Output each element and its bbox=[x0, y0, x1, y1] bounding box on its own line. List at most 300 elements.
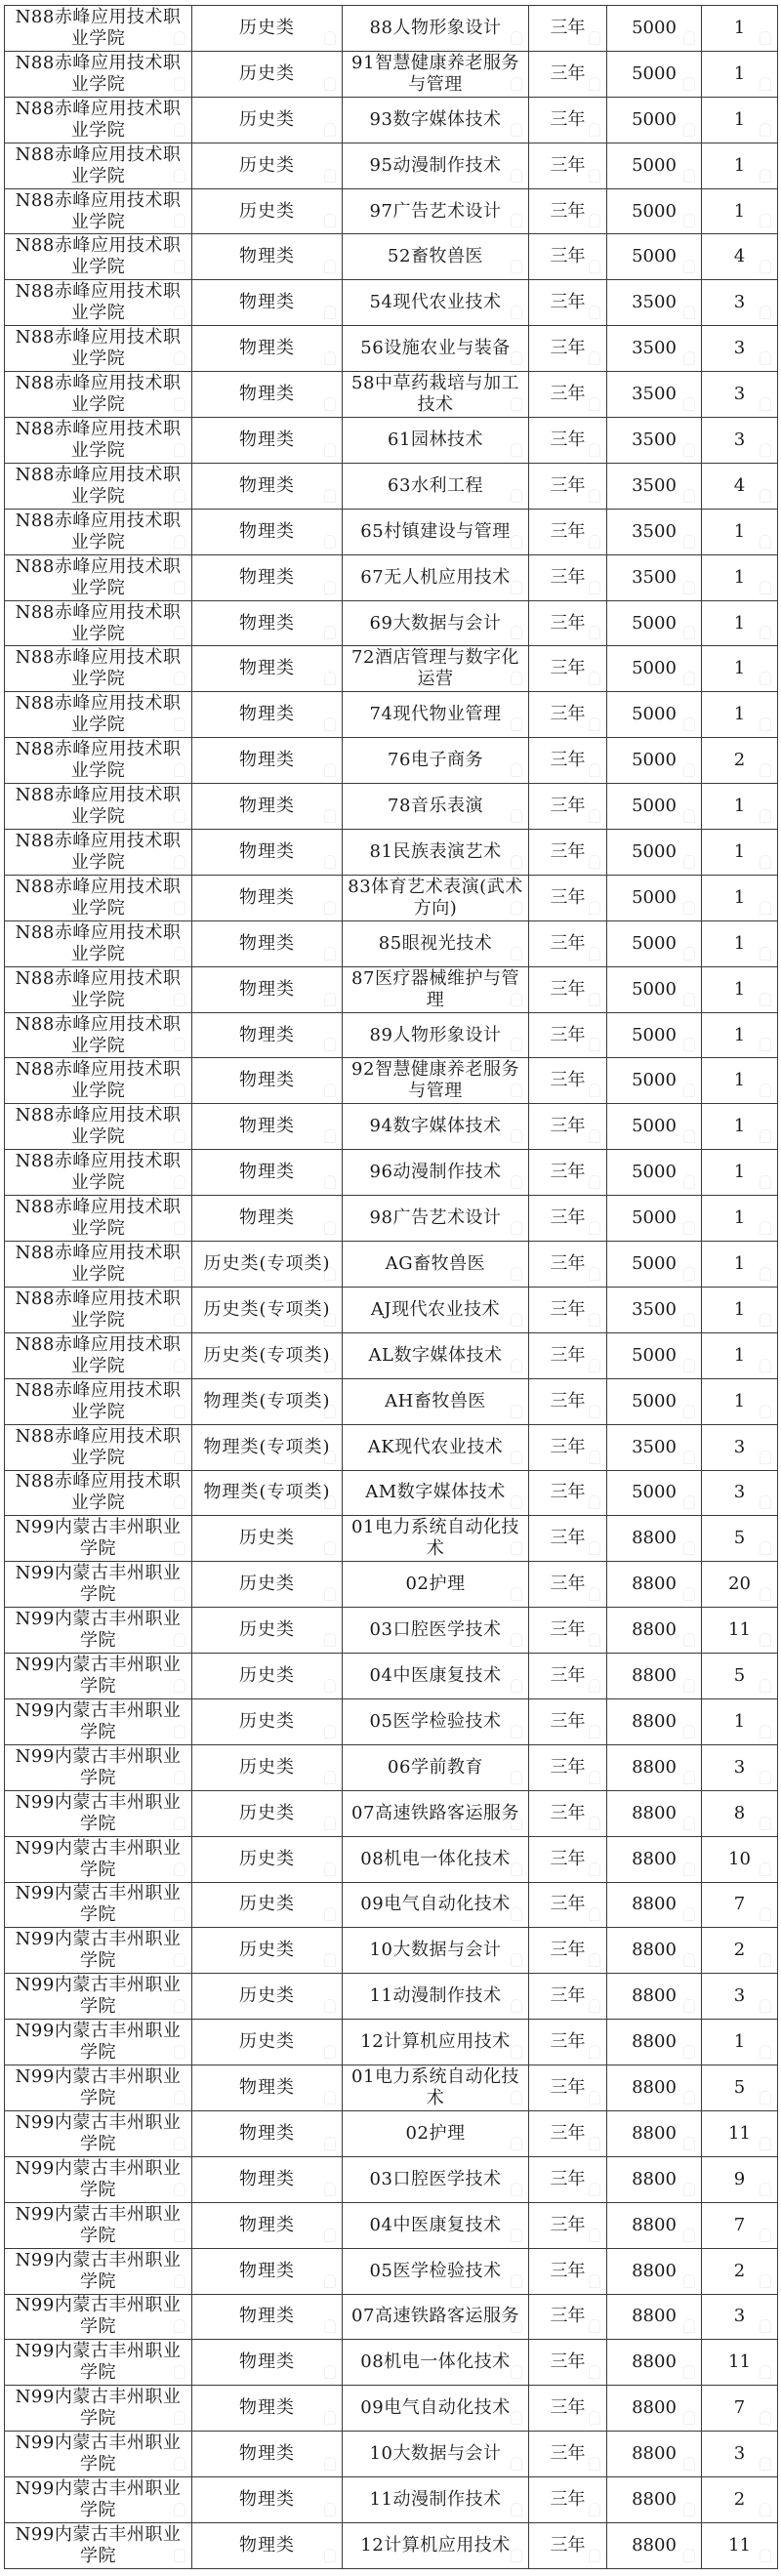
tuition-cell: 5000 bbox=[607, 784, 702, 830]
duration-cell: 三年 bbox=[529, 2386, 607, 2432]
major-cell: 88人物形象设计 bbox=[343, 6, 529, 52]
plan-count-cell: 2 bbox=[702, 2248, 778, 2294]
school-cell: N99内蒙古丰州职业学院 bbox=[5, 2110, 192, 2156]
plan-count-cell: 3 bbox=[702, 1424, 778, 1470]
plan-count-cell: 3 bbox=[702, 2432, 778, 2477]
subject-category-cell: 历史类 bbox=[192, 1790, 343, 1836]
subject-category-cell: 物理类 bbox=[192, 463, 343, 509]
major-cell: 08机电一体化技术 bbox=[343, 1836, 529, 1882]
school-cell: N88赤峰应用技术职业学院 bbox=[5, 1242, 192, 1288]
subject-category-cell: 物理类 bbox=[192, 1196, 343, 1242]
subject-category-cell: 物理类 bbox=[192, 554, 343, 600]
major-cell: 91智慧健康养老服务与管理 bbox=[343, 51, 529, 97]
tuition-cell: 5000 bbox=[607, 738, 702, 784]
school-cell: N88赤峰应用技术职业学院 bbox=[5, 326, 192, 372]
table-row bbox=[5, 1104, 778, 1150]
subject-category-cell: 历史类 bbox=[192, 1516, 343, 1562]
duration-cell: 三年 bbox=[529, 372, 607, 418]
table-row bbox=[5, 1424, 778, 1470]
table-row bbox=[5, 1150, 778, 1196]
plan-count-cell: 8 bbox=[702, 1790, 778, 1836]
subject-category-cell: 物理类 bbox=[192, 2156, 343, 2202]
subject-category-cell: 历史类 bbox=[192, 1974, 343, 2020]
school-cell: N88赤峰应用技术职业学院 bbox=[5, 738, 192, 784]
table-row bbox=[5, 1470, 778, 1516]
subject-category-cell: 物理类(专项类) bbox=[192, 1470, 343, 1516]
plan-count-cell: 4 bbox=[702, 234, 778, 280]
tuition-cell: 8800 bbox=[607, 2294, 702, 2340]
tuition-cell: 5000 bbox=[607, 234, 702, 280]
duration-cell: 三年 bbox=[529, 875, 607, 920]
duration-cell: 三年 bbox=[529, 600, 607, 646]
table-row bbox=[5, 2020, 778, 2065]
plan-count-cell: 1 bbox=[702, 509, 778, 554]
duration-cell: 三年 bbox=[529, 1378, 607, 1424]
table-row bbox=[5, 1836, 778, 1882]
major-cell: AK现代农业技术 bbox=[343, 1424, 529, 1470]
duration-cell: 三年 bbox=[529, 1150, 607, 1196]
major-cell: AH畜牧兽医 bbox=[343, 1378, 529, 1424]
major-cell: 93数字媒体技术 bbox=[343, 97, 529, 143]
major-cell: 65村镇建设与管理 bbox=[343, 509, 529, 554]
tuition-cell: 8800 bbox=[607, 2020, 702, 2065]
major-cell: 02护理 bbox=[343, 2110, 529, 2156]
tuition-cell: 5000 bbox=[607, 966, 702, 1012]
tuition-cell: 3500 bbox=[607, 372, 702, 418]
plan-count-cell: 1 bbox=[702, 2020, 778, 2065]
subject-category-cell: 物理类 bbox=[192, 646, 343, 692]
major-cell: 05医学检验技术 bbox=[343, 2248, 529, 2294]
plan-count-cell: 1 bbox=[702, 6, 778, 52]
table-row bbox=[5, 1012, 778, 1058]
subject-category-cell: 物理类 bbox=[192, 509, 343, 554]
table-row bbox=[5, 1608, 778, 1654]
school-cell: N88赤峰应用技术职业学院 bbox=[5, 966, 192, 1012]
school-cell: N88赤峰应用技术职业学院 bbox=[5, 143, 192, 188]
table-row bbox=[5, 1974, 778, 2020]
subject-category-cell: 物理类 bbox=[192, 1150, 343, 1196]
plan-count-cell: 1 bbox=[702, 188, 778, 234]
plan-count-cell: 7 bbox=[702, 2202, 778, 2248]
plan-count-cell: 2 bbox=[702, 2477, 778, 2523]
major-cell: 72酒店管理与数字化运营 bbox=[343, 646, 529, 692]
duration-cell: 三年 bbox=[529, 1516, 607, 1562]
plan-count-cell: 11 bbox=[702, 2110, 778, 2156]
subject-category-cell: 物理类(专项类) bbox=[192, 1378, 343, 1424]
subject-category-cell: 物理类 bbox=[192, 234, 343, 280]
subject-category-cell: 物理类(专项类) bbox=[192, 1424, 343, 1470]
tuition-cell: 8800 bbox=[607, 1516, 702, 1562]
duration-cell: 三年 bbox=[529, 830, 607, 876]
tuition-cell: 5000 bbox=[607, 6, 702, 52]
subject-category-cell: 历史类(专项类) bbox=[192, 1332, 343, 1378]
tuition-cell: 8800 bbox=[607, 1882, 702, 1928]
table-row bbox=[5, 1242, 778, 1288]
school-cell: N88赤峰应用技术职业学院 bbox=[5, 280, 192, 326]
table-row bbox=[5, 2202, 778, 2248]
tuition-cell: 3500 bbox=[607, 326, 702, 372]
table-row bbox=[5, 692, 778, 738]
subject-category-cell: 历史类(专项类) bbox=[192, 1242, 343, 1288]
duration-cell: 三年 bbox=[529, 1058, 607, 1104]
table-row bbox=[5, 1516, 778, 1562]
duration-cell: 三年 bbox=[529, 1104, 607, 1150]
plan-count-cell: 20 bbox=[702, 1562, 778, 1608]
tuition-cell: 8800 bbox=[607, 2386, 702, 2432]
tuition-cell: 5000 bbox=[607, 1332, 702, 1378]
table-row bbox=[5, 6, 778, 52]
major-cell: 12计算机应用技术 bbox=[343, 2020, 529, 2065]
duration-cell: 三年 bbox=[529, 920, 607, 966]
table-row bbox=[5, 2386, 778, 2432]
major-cell: 98广告艺术设计 bbox=[343, 1196, 529, 1242]
major-cell: 96动漫制作技术 bbox=[343, 1150, 529, 1196]
school-cell: N88赤峰应用技术职业学院 bbox=[5, 784, 192, 830]
duration-cell: 三年 bbox=[529, 2248, 607, 2294]
duration-cell: 三年 bbox=[529, 1562, 607, 1608]
subject-category-cell: 物理类 bbox=[192, 738, 343, 784]
duration-cell: 三年 bbox=[529, 1196, 607, 1242]
tuition-cell: 5000 bbox=[607, 1012, 702, 1058]
tuition-cell: 5000 bbox=[607, 875, 702, 920]
duration-cell: 三年 bbox=[529, 1744, 607, 1790]
plan-count-cell: 1 bbox=[702, 600, 778, 646]
table-row bbox=[5, 1332, 778, 1378]
subject-category-cell: 物理类 bbox=[192, 600, 343, 646]
subject-category-cell: 物理类 bbox=[192, 1058, 343, 1104]
subject-category-cell: 物理类 bbox=[192, 875, 343, 920]
tuition-cell: 5000 bbox=[607, 1470, 702, 1516]
school-cell: N99内蒙古丰州职业学院 bbox=[5, 2156, 192, 2202]
duration-cell: 三年 bbox=[529, 280, 607, 326]
subject-category-cell: 历史类 bbox=[192, 1562, 343, 1608]
table-row bbox=[5, 2156, 778, 2202]
subject-category-cell: 历史类 bbox=[192, 1698, 343, 1744]
tuition-cell: 8800 bbox=[607, 2340, 702, 2386]
plan-count-cell: 2 bbox=[702, 1928, 778, 1974]
school-cell: N88赤峰应用技术职业学院 bbox=[5, 600, 192, 646]
subject-category-cell: 物理类 bbox=[192, 372, 343, 418]
table-row bbox=[5, 1196, 778, 1242]
subject-category-cell: 历史类 bbox=[192, 6, 343, 52]
plan-count-cell: 1 bbox=[702, 875, 778, 920]
table-row bbox=[5, 830, 778, 876]
duration-cell: 三年 bbox=[529, 6, 607, 52]
plan-count-cell: 7 bbox=[702, 2386, 778, 2432]
tuition-cell: 8800 bbox=[607, 1836, 702, 1882]
plan-count-cell: 1 bbox=[702, 784, 778, 830]
subject-category-cell: 物理类 bbox=[192, 280, 343, 326]
plan-count-cell: 9 bbox=[702, 2156, 778, 2202]
duration-cell: 三年 bbox=[529, 1654, 607, 1699]
tuition-cell: 8800 bbox=[607, 2522, 702, 2568]
subject-category-cell: 物理类 bbox=[192, 784, 343, 830]
tuition-cell: 8800 bbox=[607, 2065, 702, 2111]
tuition-cell: 5000 bbox=[607, 1058, 702, 1104]
school-cell: N88赤峰应用技术职业学院 bbox=[5, 830, 192, 876]
major-cell: 54现代农业技术 bbox=[343, 280, 529, 326]
school-cell: N99内蒙古丰州职业学院 bbox=[5, 1836, 192, 1882]
school-cell: N99内蒙古丰州职业学院 bbox=[5, 1654, 192, 1699]
tuition-cell: 3500 bbox=[607, 463, 702, 509]
school-cell: N88赤峰应用技术职业学院 bbox=[5, 97, 192, 143]
subject-category-cell: 历史类 bbox=[192, 2020, 343, 2065]
subject-category-cell: 物理类 bbox=[192, 418, 343, 464]
major-cell: 11动漫制作技术 bbox=[343, 1974, 529, 2020]
duration-cell: 三年 bbox=[529, 1424, 607, 1470]
plan-count-cell: 3 bbox=[702, 1974, 778, 2020]
tuition-cell: 5000 bbox=[607, 692, 702, 738]
table-row bbox=[5, 2065, 778, 2111]
duration-cell: 三年 bbox=[529, 692, 607, 738]
major-cell: AL数字媒体技术 bbox=[343, 1332, 529, 1378]
major-cell: 56设施农业与装备 bbox=[343, 326, 529, 372]
tuition-cell: 3500 bbox=[607, 554, 702, 600]
duration-cell: 三年 bbox=[529, 326, 607, 372]
table-row bbox=[5, 51, 778, 97]
table-body bbox=[5, 6, 778, 2569]
plan-count-cell: 1 bbox=[702, 1378, 778, 1424]
table-row bbox=[5, 2294, 778, 2340]
plan-count-cell: 1 bbox=[702, 143, 778, 188]
major-cell: 11动漫制作技术 bbox=[343, 2477, 529, 2523]
duration-cell: 三年 bbox=[529, 738, 607, 784]
school-cell: N88赤峰应用技术职业学院 bbox=[5, 1058, 192, 1104]
subject-category-cell: 物理类 bbox=[192, 920, 343, 966]
major-cell: 12计算机应用技术 bbox=[343, 2522, 529, 2568]
major-cell: 03口腔医学技术 bbox=[343, 1608, 529, 1654]
tuition-cell: 5000 bbox=[607, 1196, 702, 1242]
school-cell: N88赤峰应用技术职业学院 bbox=[5, 1332, 192, 1378]
plan-count-cell: 11 bbox=[702, 1608, 778, 1654]
duration-cell: 三年 bbox=[529, 1928, 607, 1974]
enrollment-plan-table-container bbox=[4, 5, 777, 2569]
table-row bbox=[5, 1744, 778, 1790]
table-row bbox=[5, 97, 778, 143]
school-cell: N88赤峰应用技术职业学院 bbox=[5, 463, 192, 509]
school-cell: N99内蒙古丰州职业学院 bbox=[5, 1882, 192, 1928]
school-cell: N99内蒙古丰州职业学院 bbox=[5, 2522, 192, 2568]
school-cell: N99内蒙古丰州职业学院 bbox=[5, 2248, 192, 2294]
plan-count-cell: 3 bbox=[702, 326, 778, 372]
duration-cell: 三年 bbox=[529, 2294, 607, 2340]
table-row bbox=[5, 2522, 778, 2568]
tuition-cell: 5000 bbox=[607, 1150, 702, 1196]
tuition-cell: 3500 bbox=[607, 418, 702, 464]
school-cell: N88赤峰应用技术职业学院 bbox=[5, 1287, 192, 1332]
table-row bbox=[5, 2110, 778, 2156]
plan-count-cell: 3 bbox=[702, 1470, 778, 1516]
tuition-cell: 8800 bbox=[607, 2477, 702, 2523]
table-row bbox=[5, 2248, 778, 2294]
duration-cell: 三年 bbox=[529, 2340, 607, 2386]
school-cell: N99内蒙古丰州职业学院 bbox=[5, 2432, 192, 2477]
duration-cell: 三年 bbox=[529, 1332, 607, 1378]
school-cell: N88赤峰应用技术职业学院 bbox=[5, 554, 192, 600]
school-cell: N99内蒙古丰州职业学院 bbox=[5, 2202, 192, 2248]
school-cell: N99内蒙古丰州职业学院 bbox=[5, 1790, 192, 1836]
school-cell: N88赤峰应用技术职业学院 bbox=[5, 646, 192, 692]
tuition-cell: 5000 bbox=[607, 1104, 702, 1150]
school-cell: N88赤峰应用技术职业学院 bbox=[5, 1378, 192, 1424]
tuition-cell: 8800 bbox=[607, 2432, 702, 2477]
tuition-cell: 8800 bbox=[607, 1698, 702, 1744]
major-cell: 10大数据与会计 bbox=[343, 2432, 529, 2477]
school-cell: N99内蒙古丰州职业学院 bbox=[5, 2340, 192, 2386]
duration-cell: 三年 bbox=[529, 554, 607, 600]
subject-category-cell: 历史类 bbox=[192, 1836, 343, 1882]
school-cell: N88赤峰应用技术职业学院 bbox=[5, 418, 192, 464]
subject-category-cell: 物理类 bbox=[192, 2386, 343, 2432]
plan-count-cell: 1 bbox=[702, 1012, 778, 1058]
subject-category-cell: 历史类 bbox=[192, 1744, 343, 1790]
major-cell: 04中医康复技术 bbox=[343, 2202, 529, 2248]
table-row bbox=[5, 1378, 778, 1424]
subject-category-cell: 历史类 bbox=[192, 1882, 343, 1928]
plan-count-cell: 3 bbox=[702, 280, 778, 326]
duration-cell: 三年 bbox=[529, 2477, 607, 2523]
major-cell: 87医疗器械维护与管理 bbox=[343, 966, 529, 1012]
tuition-cell: 5000 bbox=[607, 646, 702, 692]
table-row bbox=[5, 966, 778, 1012]
major-cell: 09电气自动化技术 bbox=[343, 2386, 529, 2432]
table-row bbox=[5, 920, 778, 966]
major-cell: 61园林技术 bbox=[343, 418, 529, 464]
plan-count-cell: 1 bbox=[702, 1698, 778, 1744]
school-cell: N88赤峰应用技术职业学院 bbox=[5, 234, 192, 280]
subject-category-cell: 物理类 bbox=[192, 2432, 343, 2477]
duration-cell: 三年 bbox=[529, 509, 607, 554]
plan-count-cell: 11 bbox=[702, 2522, 778, 2568]
subject-category-cell: 物理类 bbox=[192, 2294, 343, 2340]
plan-count-cell: 1 bbox=[702, 51, 778, 97]
major-cell: 08机电一体化技术 bbox=[343, 2340, 529, 2386]
school-cell: N99内蒙古丰州职业学院 bbox=[5, 1608, 192, 1654]
tuition-cell: 5000 bbox=[607, 920, 702, 966]
subject-category-cell: 物理类 bbox=[192, 2477, 343, 2523]
school-cell: N99内蒙古丰州职业学院 bbox=[5, 1974, 192, 2020]
tuition-cell: 5000 bbox=[607, 600, 702, 646]
school-cell: N99内蒙古丰州职业学院 bbox=[5, 2294, 192, 2340]
major-cell: 52畜牧兽医 bbox=[343, 234, 529, 280]
table-row bbox=[5, 234, 778, 280]
tuition-cell: 3500 bbox=[607, 509, 702, 554]
subject-category-cell: 历史类 bbox=[192, 97, 343, 143]
duration-cell: 三年 bbox=[529, 463, 607, 509]
duration-cell: 三年 bbox=[529, 97, 607, 143]
plan-count-cell: 1 bbox=[702, 1287, 778, 1332]
tuition-cell: 8800 bbox=[607, 1654, 702, 1699]
tuition-cell: 8800 bbox=[607, 1744, 702, 1790]
tuition-cell: 5000 bbox=[607, 1378, 702, 1424]
plan-count-cell: 5 bbox=[702, 2065, 778, 2111]
plan-count-cell: 1 bbox=[702, 966, 778, 1012]
tuition-cell: 5000 bbox=[607, 51, 702, 97]
duration-cell: 三年 bbox=[529, 966, 607, 1012]
subject-category-cell: 物理类 bbox=[192, 2202, 343, 2248]
major-cell: 10大数据与会计 bbox=[343, 1928, 529, 1974]
tuition-cell: 5000 bbox=[607, 188, 702, 234]
major-cell: 83体育艺术表演(武术方向) bbox=[343, 875, 529, 920]
major-cell: 03口腔医学技术 bbox=[343, 2156, 529, 2202]
table-row bbox=[5, 280, 778, 326]
major-cell: 81民族表演艺术 bbox=[343, 830, 529, 876]
duration-cell: 三年 bbox=[529, 2110, 607, 2156]
school-cell: N99内蒙古丰州职业学院 bbox=[5, 2065, 192, 2111]
table-row bbox=[5, 326, 778, 372]
subject-category-cell: 物理类 bbox=[192, 2340, 343, 2386]
plan-count-cell: 1 bbox=[702, 1150, 778, 1196]
subject-category-cell: 历史类 bbox=[192, 51, 343, 97]
duration-cell: 三年 bbox=[529, 1698, 607, 1744]
major-cell: 97广告艺术设计 bbox=[343, 188, 529, 234]
subject-category-cell: 物理类 bbox=[192, 2248, 343, 2294]
table-row bbox=[5, 372, 778, 418]
school-cell: N88赤峰应用技术职业学院 bbox=[5, 1104, 192, 1150]
major-cell: 07高速铁路客运服务 bbox=[343, 2294, 529, 2340]
major-cell: 89人物形象设计 bbox=[343, 1012, 529, 1058]
school-cell: N88赤峰应用技术职业学院 bbox=[5, 1012, 192, 1058]
subject-category-cell: 物理类 bbox=[192, 2110, 343, 2156]
school-cell: N99内蒙古丰州职业学院 bbox=[5, 2386, 192, 2432]
major-cell: AJ现代农业技术 bbox=[343, 1287, 529, 1332]
subject-category-cell: 物理类 bbox=[192, 1012, 343, 1058]
plan-count-cell: 1 bbox=[702, 830, 778, 876]
school-cell: N88赤峰应用技术职业学院 bbox=[5, 920, 192, 966]
table-row bbox=[5, 784, 778, 830]
table-row bbox=[5, 1882, 778, 1928]
duration-cell: 三年 bbox=[529, 1608, 607, 1654]
table-row bbox=[5, 1790, 778, 1836]
school-cell: N88赤峰应用技术职业学院 bbox=[5, 692, 192, 738]
duration-cell: 三年 bbox=[529, 2020, 607, 2065]
table-row bbox=[5, 509, 778, 554]
major-cell: 01电力系统自动化技术 bbox=[343, 1516, 529, 1562]
table-row bbox=[5, 646, 778, 692]
subject-category-cell: 历史类 bbox=[192, 1928, 343, 1974]
table-row bbox=[5, 463, 778, 509]
school-cell: N88赤峰应用技术职业学院 bbox=[5, 509, 192, 554]
major-cell: 06学前教育 bbox=[343, 1744, 529, 1790]
table-row bbox=[5, 418, 778, 464]
duration-cell: 三年 bbox=[529, 1974, 607, 2020]
table-row bbox=[5, 600, 778, 646]
tuition-cell: 5000 bbox=[607, 1242, 702, 1288]
duration-cell: 三年 bbox=[529, 1836, 607, 1882]
major-cell: AG畜牧兽医 bbox=[343, 1242, 529, 1288]
major-cell: 09电气自动化技术 bbox=[343, 1882, 529, 1928]
subject-category-cell: 物理类 bbox=[192, 966, 343, 1012]
table-row bbox=[5, 1654, 778, 1699]
school-cell: N99内蒙古丰州职业学院 bbox=[5, 1698, 192, 1744]
major-cell: 58中草药栽培与加工技术 bbox=[343, 372, 529, 418]
tuition-cell: 5000 bbox=[607, 143, 702, 188]
school-cell: N88赤峰应用技术职业学院 bbox=[5, 1196, 192, 1242]
plan-count-cell: 1 bbox=[702, 554, 778, 600]
major-cell: 76电子商务 bbox=[343, 738, 529, 784]
subject-category-cell: 历史类 bbox=[192, 1654, 343, 1699]
table-row bbox=[5, 554, 778, 600]
major-cell: 85眼视光技术 bbox=[343, 920, 529, 966]
table-row bbox=[5, 875, 778, 920]
plan-count-cell: 3 bbox=[702, 372, 778, 418]
plan-count-cell: 7 bbox=[702, 1882, 778, 1928]
duration-cell: 三年 bbox=[529, 2522, 607, 2568]
major-cell: 92智慧健康养老服务与管理 bbox=[343, 1058, 529, 1104]
subject-category-cell: 历史类 bbox=[192, 188, 343, 234]
plan-count-cell: 2 bbox=[702, 738, 778, 784]
school-cell: N88赤峰应用技术职业学院 bbox=[5, 188, 192, 234]
